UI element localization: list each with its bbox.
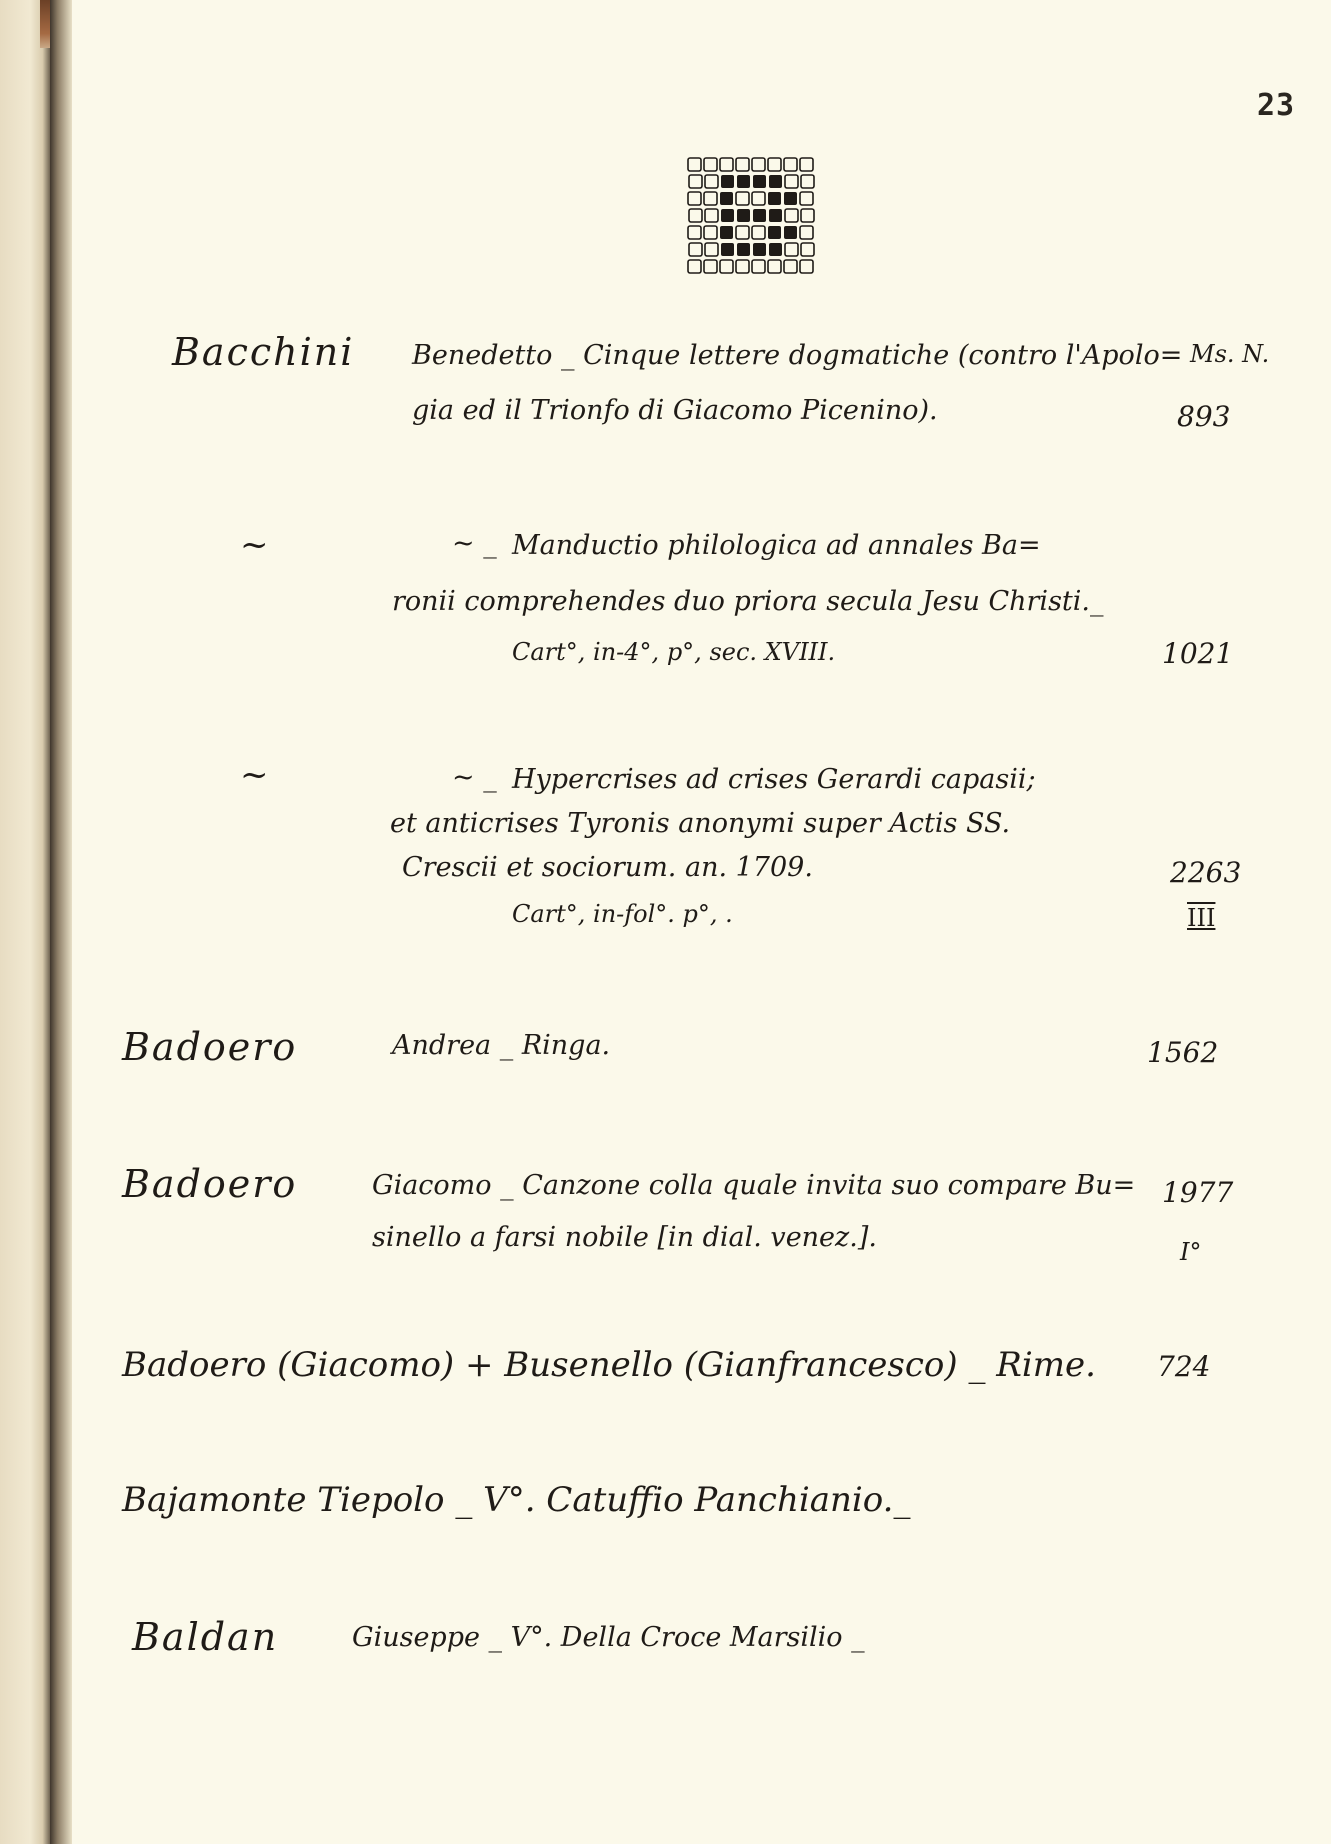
entry-line: Giuseppe _ V°. Della Croce Marsilio _ [352,1622,865,1653]
volume-mark: I° [1180,1238,1202,1266]
entry-number: 1562 [1147,1036,1219,1069]
entry-number: 724 [1157,1350,1211,1383]
entry-line: gia ed il Trionfo di Giacomo Picenino). [412,395,938,426]
ditto-mark: ~ _ [452,762,497,793]
entry-line: Bajamonte Tiepolo _ V°. Catuffio Panchianio._ [122,1480,911,1520]
entry-line: Andrea _ Ringa. [392,1030,611,1061]
entry-line: Crescii et sociorum. an. 1709. [402,852,813,883]
manuscript-page [72,0,1331,1844]
decorated-initial-b-icon [684,154,824,284]
entry-surname: Bacchini [172,330,355,374]
ditto-mark: ~ _ [452,528,497,559]
entry-surname: Badoero [122,1162,298,1206]
shelf-mark: Ms. N. [1190,340,1270,368]
entry-number: 2263 [1170,856,1242,889]
entry-line: Cart°, in-fol°. p°, . [512,900,733,928]
entry-line: Hypercrises ad crises Gerardi capasii; [512,764,1036,795]
ditto-mark: ~ [240,525,269,565]
entry-line: Benedetto _ Cinque lettere dogmatiche (contro l'Apolo= [412,340,1183,371]
entry-line: et anticrises Tyronis anonymi super Actis SS. [390,808,1011,839]
entry-line: Giacomo _ Canzone colla quale invita suo compare Bu= [372,1170,1136,1201]
ditto-mark: ~ [240,755,269,795]
volume-mark: III [1187,904,1216,932]
entry-number: 1021 [1162,637,1234,670]
entry-line: sinello a farsi nobile [in dial. venez.]. [372,1222,877,1253]
entry-line: Cart°, in-4°, p°, sec. XVIII. [512,638,836,666]
book-gutter [50,0,72,1844]
entry-line: ronii comprehendes duo priora secula Jesu Christi._ [392,586,1104,617]
entry-surname: Baldan [132,1615,279,1659]
page-number: 23 [1257,88,1296,123]
entry-line: Badoero (Giacomo) + Busenello (Gianfrancesco) _ Rime. [122,1345,1096,1385]
entry-number: 1977 [1162,1176,1234,1209]
entry-number: 893 [1177,400,1231,433]
facing-page-edge [0,0,50,1844]
entry-surname: Badoero [122,1025,298,1069]
entry-line: Manductio philologica ad annales Ba= [512,530,1041,561]
